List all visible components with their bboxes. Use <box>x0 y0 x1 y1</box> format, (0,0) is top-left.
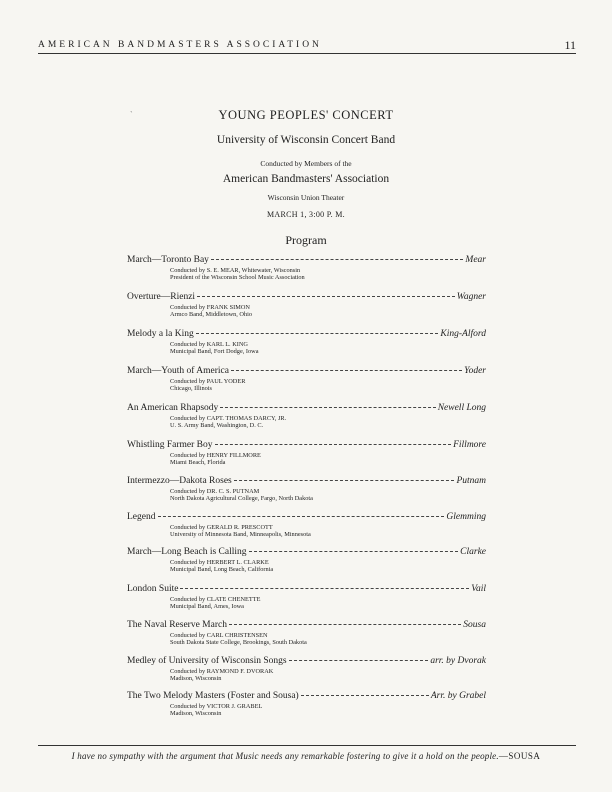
program-item <box>127 403 486 430</box>
conductor-name: GERALD R. PRESCOTT <box>206 524 273 531</box>
conductor-line: Conducted by VICTOR J. GRABEL <box>170 703 263 710</box>
conductor-org: Chicago, Illinois <box>170 385 212 393</box>
piece-title: The Two Melody Masters (Foster and Sousa) <box>127 691 299 701</box>
program-item <box>127 691 486 718</box>
composer: Vail <box>471 584 486 594</box>
program-item <box>127 656 486 683</box>
conductor-org: President of the Wisconsin School Music Association <box>170 274 305 282</box>
composer: Wagner <box>456 292 486 302</box>
piece-title: Legend <box>127 512 156 522</box>
program-item <box>127 512 486 539</box>
leader-dots <box>220 407 435 408</box>
concert-title: YOUNG PEOPLES' CONCERT <box>218 108 394 122</box>
conductor-name: KARL L. KING <box>206 341 248 348</box>
piece-title: London Suite <box>127 584 179 594</box>
conductor-name: RAYMOND F. DVORAK <box>206 668 274 675</box>
composer: Yoder <box>464 366 486 376</box>
leader-dots <box>231 370 462 371</box>
program-item <box>127 476 486 503</box>
running-header <box>38 40 576 50</box>
conductor-line: Conducted by CLATE CHENETTE <box>170 596 261 603</box>
program-item <box>127 366 486 393</box>
conductor-org: Municipal Band, Fort Dodge, Iowa <box>170 348 259 356</box>
conductor-name: FRANK SIMON <box>206 304 250 311</box>
conductor-name: HERBERT L. CLARKE <box>206 559 269 566</box>
leader-dots <box>197 296 455 297</box>
leader-dots <box>215 444 452 445</box>
quote-text: I have no sympathy with the argument that Music needs any remarkable fostering to give it a hold on the people. <box>71 751 499 761</box>
conductor-org: Municipal Band, Ames, Iowa <box>170 603 244 611</box>
composer: Clarke <box>460 547 486 557</box>
conducted-by-line: Conducted by Members of the <box>260 159 352 168</box>
leader-dots <box>234 480 455 481</box>
leader-dots <box>289 660 429 661</box>
conductor-org: Miami Beach, Florida <box>170 459 226 467</box>
page-number: 11 <box>564 38 576 52</box>
conductor-line: Conducted by HERBERT L. CLARKE <box>170 559 269 566</box>
leader-dots <box>211 259 464 260</box>
composer: Arr. by Grabel <box>430 691 486 701</box>
header-rule <box>38 53 576 54</box>
conductor-line: Conducted by CARL CHRISTENSEN <box>170 632 268 639</box>
conductor-name: CLATE CHENETTE <box>206 596 261 603</box>
conductor-org: North Dakota Agricultural College, Fargo, North Dakota <box>170 495 313 503</box>
header-title: AMERICAN BANDMASTERS ASSOCIATION <box>38 40 322 50</box>
program-item <box>127 584 486 611</box>
composer: Glemming <box>446 512 486 522</box>
program-item <box>127 620 486 647</box>
conductor-line: Conducted by RAYMOND F. DVORAK <box>170 668 274 675</box>
program-item <box>127 440 486 467</box>
piece-title: Overture—Rienzi <box>127 292 196 302</box>
conductor-org: U. S. Army Band, Washington, D. C. <box>170 422 264 430</box>
date-time: MARCH 1, 3:00 P. M. <box>267 210 345 219</box>
footer-quote <box>0 751 612 761</box>
piece-title: March—Youth of America <box>127 366 229 376</box>
conductor-name: VICTOR J. GRABEL <box>206 703 263 710</box>
venue: Wisconsin Union Theater <box>267 193 345 202</box>
leader-dots <box>229 624 461 625</box>
composer: Putnam <box>456 476 486 486</box>
conductor-line: Conducted by KARL L. KING <box>170 341 248 348</box>
conductor-line: Conducted by GERALD R. PRESCOTT <box>170 524 273 531</box>
conductor-name: CARL CHRISTENSEN <box>206 632 268 639</box>
conductor-name: S. E. MEAR, <box>206 267 241 274</box>
footer-rule <box>38 745 576 746</box>
program-item <box>127 329 486 356</box>
piece-title: March—Toronto Bay <box>127 255 209 265</box>
composer: Sousa <box>463 620 486 630</box>
composer: Mear <box>465 255 486 265</box>
quote-author: —SOUSA <box>498 751 541 761</box>
conductor-name: DR. C. S. PUTNAM <box>206 488 260 495</box>
association-name: American Bandmasters' Association <box>222 173 390 185</box>
piece-title: Medley of University of Wisconsin Songs <box>127 656 287 666</box>
conductor-line: Conducted by DR. C. S. PUTNAM <box>170 488 260 495</box>
conductor-line: Conducted by FRANK SIMON <box>170 304 250 311</box>
conductor-line: Conducted by HENRY FILLMORE <box>170 452 261 459</box>
conductor-line: Conducted by PAUL YODER <box>170 378 246 385</box>
conductor-line: Conducted by S. E. MEAR, Whitewater, Wisconsin <box>170 267 301 274</box>
piece-title: The Naval Reserve March <box>127 620 227 630</box>
conductor-name: CAPT. THOMAS DARCY, JR. <box>206 415 287 422</box>
piece-title: Intermezzo—Dakota Roses <box>127 476 232 486</box>
piece-title: An American Rhapsody <box>127 403 219 413</box>
conductor-org: Armco Band, Middletown, Ohio <box>170 311 253 319</box>
piece-title: Whistling Farmer Boy <box>127 440 213 450</box>
program-item <box>127 292 486 319</box>
program-item <box>127 255 486 282</box>
composer: arr. by Dvorak <box>430 656 486 666</box>
composer: Fillmore <box>453 440 486 450</box>
conductor-org: Municipal Band, Long Beach, California <box>170 566 274 574</box>
piece-title: Melody a la King <box>127 329 194 339</box>
conductor-org: University of Minnesota Band, Minneapolis, Minnesota <box>170 531 311 539</box>
leader-dots <box>158 516 445 517</box>
leader-dots <box>301 695 429 696</box>
leader-dots <box>249 551 459 552</box>
leader-dots <box>180 588 469 589</box>
conductor-name: PAUL YODER <box>206 378 246 385</box>
program-heading: Program <box>285 233 327 247</box>
conductor-line: Conducted by CAPT. THOMAS DARCY, JR. <box>170 415 287 422</box>
conductor-org: Madison, Wisconsin <box>170 710 222 718</box>
stray-mark: ` <box>130 110 133 119</box>
band-name: University of Wisconsin Concert Band <box>216 134 396 146</box>
conductor-name: HENRY FILLMORE <box>206 452 261 459</box>
conductor-org: Madison, Wisconsin <box>170 675 222 683</box>
composer: Newell Long <box>437 403 486 413</box>
composer: King-Alford <box>440 329 486 339</box>
piece-title: March—Long Beach is Calling <box>127 547 247 557</box>
conductor-org: South Dakota State College, Brookings, South Dakota <box>170 639 307 647</box>
program-item <box>127 547 486 574</box>
leader-dots <box>196 333 439 334</box>
